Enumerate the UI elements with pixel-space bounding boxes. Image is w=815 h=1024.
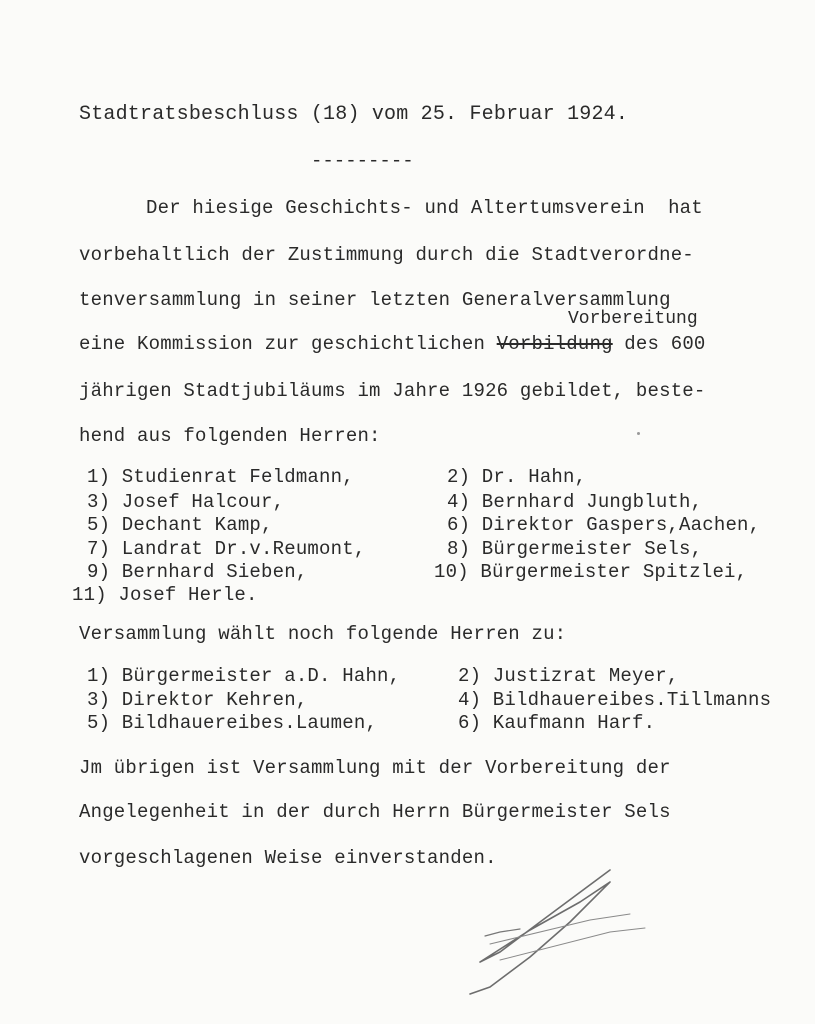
member-4: 4) Bernhard Jungbluth, <box>447 491 703 513</box>
member-1: 1) Studienrat Feldmann, <box>87 466 354 488</box>
para3-line3: vorgeschlagenen Weise einverstanden. <box>79 847 497 869</box>
para2: Versammlung wählt noch folgende Herren zu: <box>79 623 567 645</box>
document-heading: Stadtratsbeschluss (18) vom 25. Februar 1924. <box>79 103 629 126</box>
para1-line4 <box>79 333 706 355</box>
paper-speck <box>637 432 640 435</box>
para1-line1: Der hiesige Geschichts- und Altertumsverein hat <box>146 197 703 219</box>
added-member-2: 2) Justizrat Meyer, <box>458 665 679 687</box>
handwritten-correction: Vorbereitung <box>568 309 698 329</box>
member-3: 3) Josef Halcour, <box>87 491 285 513</box>
added-member-5: 5) Bildhauereibes.Laumen, <box>87 712 378 734</box>
para3-line2: Angelegenheit in der durch Herrn Bürgermeister Sels <box>79 801 671 823</box>
para1-line2: vorbehaltlich der Zustimmung durch die Stadtverordne- <box>79 244 694 266</box>
member-9: 9) Bernhard Sieben, <box>87 561 308 583</box>
struck-word: Vorbildung <box>496 333 613 355</box>
added-member-1: 1) Bürgermeister a.D. Hahn, <box>87 665 401 687</box>
para1-line4-a: eine Kommission zur geschichtlichen <box>79 333 497 355</box>
member-5: 5) Dechant Kamp, <box>87 514 273 536</box>
para1-line5: jährigen Stadtjubiläums im Jahre 1926 gebildet, beste- <box>79 380 706 402</box>
added-member-4: 4) Bildhauereibes.Tillmanns <box>458 689 772 711</box>
added-member-6: 6) Kaufmann Harf. <box>458 712 656 734</box>
para3-line1: Jm übrigen ist Versammlung mit der Vorbereitung der <box>79 757 671 779</box>
separator-rule: --------- <box>311 150 414 172</box>
member-11: 11) Josef Herle. <box>72 584 258 606</box>
signature-mark <box>460 862 660 1002</box>
para1-line3: tenversammlung in seiner letzten Generalversammlung <box>79 289 671 311</box>
member-10: 10) Bürgermeister Spitzlei, <box>434 561 748 583</box>
added-member-3: 3) Direktor Kehren, <box>87 689 308 711</box>
para1-line4-b: des 600 <box>612 333 706 355</box>
member-8: 8) Bürgermeister Sels, <box>447 538 703 560</box>
member-7: 7) Landrat Dr.v.Reumont, <box>87 538 366 560</box>
para1-line6: hend aus folgenden Herren: <box>79 425 381 447</box>
member-6: 6) Direktor Gaspers,Aachen, <box>447 514 761 536</box>
member-2: 2) Dr. Hahn, <box>447 466 587 488</box>
